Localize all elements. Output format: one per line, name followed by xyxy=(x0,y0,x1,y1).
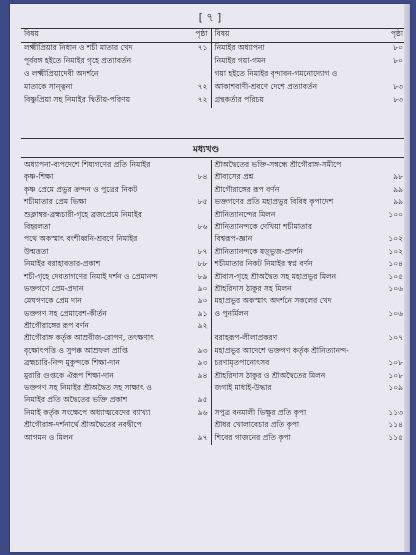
toc-page-right: ১০৭ xyxy=(388,333,403,343)
header-subject-left: বিষয় xyxy=(21,29,183,43)
toc-page-left: ৯৩ xyxy=(183,346,211,358)
toc-page-left: ৯২ xyxy=(183,321,211,333)
toc-entry-left: নিমাইর বরাহাবতার-প্রকাশ xyxy=(24,259,101,269)
toc-entry-right: নিমাইর অধ্যাপনা xyxy=(214,43,265,52)
toc-row xyxy=(21,420,406,432)
toc-page-right: ১০৬ xyxy=(388,283,403,293)
toc-page-right: ১০৫ xyxy=(388,271,403,281)
toc-entry-right: শ্রীধর খোলাবেচার প্রতি কৃপা xyxy=(214,420,300,430)
toc-entry-left: অধ্যাপনা-ব্যপদেশে শিষ্যগণের প্রতি নিমাইর xyxy=(24,160,151,169)
toc-page-left: ৮৪ xyxy=(183,172,211,184)
toc-page-right: ১১৩ xyxy=(388,407,403,417)
toc-row xyxy=(21,408,406,420)
toc-row xyxy=(21,43,406,57)
toc-page-right: ১০২ xyxy=(388,246,403,256)
toc-entry-left: শ্রীগৌরাঙ্গ-দর্শনার্থে শ্রীঅদ্বৈতের নবদ্বীপে xyxy=(24,420,142,430)
toc-row xyxy=(21,69,406,82)
toc-page-left xyxy=(183,56,211,69)
toc-entry-right: সপুত্র বনমালী ভিক্ষুর প্রতি কৃপা xyxy=(214,407,307,417)
toc-page-right: ১০৬ xyxy=(388,308,403,318)
toc-page-left xyxy=(183,420,211,432)
toc-page-left: ৮৬ xyxy=(183,222,211,234)
toc-page-left: ৭১ xyxy=(183,43,211,57)
toc-entry-left: শুক্লাম্বর-ব্রহ্মচারী-গৃহে ব্রজপ্রেমে নিমাইর xyxy=(24,209,142,219)
toc-page-left xyxy=(183,185,211,197)
toc-entry-left: ভক্তগণ সহ প্রেমাবেশ-কীর্তন xyxy=(24,308,107,318)
toc-entry-right: মহাপ্রভুর আদেশে ভক্তগণ কর্তৃক শ্রীনিত্যানন্দ- xyxy=(214,345,349,355)
toc-entry-left: লক্ষ্মীপ্রিয়ার নিধান ও শচী মাতার খেদ xyxy=(24,43,133,52)
toc-entry-left: মুরারি গুপ্তকে ঐরূপ শিক্ষা-দান xyxy=(24,370,114,380)
toc-entry-right: বিশ্বরূপ-জ্ঞান xyxy=(214,234,253,244)
toc-page-left: ৯৩ xyxy=(183,358,211,370)
toc-entry-right: নিমাইর গয়া-গমন xyxy=(214,56,266,65)
toc-entry-left: পথে অকস্মাৎ বংশীধ্বনি-শ্রবণে নিমাইর xyxy=(24,234,138,244)
toc-page-left: ৮৫ xyxy=(183,197,211,209)
toc-row xyxy=(21,247,406,259)
toc-entry-right: শচীমাতার নিকট নিমাইর স্বপ্ন বর্ণন xyxy=(214,259,313,269)
toc-page-right: ৯৯ xyxy=(393,184,403,194)
toc-page-left xyxy=(183,160,211,172)
toc-entry-right: শ্রীঅদ্বৈতের ভক্তি-সম্বন্ধে শ্রীগৌরাঙ্গ-সমীপে xyxy=(214,160,342,169)
main-toc-table xyxy=(21,160,406,445)
toc-entry-right: শ্রীনিত্যানন্দকে ষড়্ভুজ-প্রদর্শন xyxy=(214,246,303,256)
toc-row xyxy=(21,358,406,370)
toc-entry-right: আকাশবাণী-শ্রবণে দেশে প্রত্যাবর্তন xyxy=(214,82,318,91)
toc-row xyxy=(21,259,406,271)
toc-entry-right: গ্রন্থকর্তার পরিচয় xyxy=(214,95,264,104)
toc-page-right xyxy=(376,395,406,407)
toc-page-right: ১০২ xyxy=(388,234,403,244)
toc-entry-right xyxy=(211,321,376,333)
toc-page-right: ১০৮ xyxy=(388,370,403,380)
toc-entry-left: কৃষ্ণ প্রেমে প্রভুর ক্রন্দন ও পুত্রের নিকট xyxy=(24,184,138,194)
toc-row xyxy=(21,197,406,209)
toc-entry-right: গয়া হইতে নিমাইর বৃন্দাবন-গমনোদ্যোগ ও xyxy=(214,69,338,78)
header-page-left: পৃষ্ঠা xyxy=(183,29,211,43)
toc-page-left xyxy=(183,234,211,246)
toc-row xyxy=(21,234,406,246)
toc-row xyxy=(21,284,406,296)
toc-page-left: ৮৭ xyxy=(183,247,211,259)
toc-page-left: ৭২ xyxy=(183,95,211,108)
toc-row xyxy=(21,296,406,308)
toc-entry-left: বৃক্ষোৎপত্তি ও সুপক্ক আম্রফল প্রাপ্তি xyxy=(24,345,128,355)
toc-entry-left: ভক্তগণে প্রেম-প্রদান xyxy=(24,283,84,293)
toc-page-left xyxy=(183,210,211,222)
toc-entry-left: ও লক্ষ্মীপ্রিয়াদেবী অদর্শনে xyxy=(24,69,99,78)
toc-entry-left: ভক্তগণ সহ নিমাইর শ্রীঅদ্বৈত সহ সাক্ষাৎ ও xyxy=(24,383,152,393)
toc-entry-right: শ্রীগৌরাঙ্গের রূপ বর্ণন xyxy=(214,184,280,194)
toc-row xyxy=(21,333,406,345)
book-page xyxy=(10,4,410,552)
toc-row xyxy=(21,433,406,445)
toc-entry-left: বিহ্বলতা xyxy=(24,221,51,231)
toc-entry-right: শিবের গাজনের প্রতি কৃপা xyxy=(214,432,291,442)
page-edge xyxy=(404,4,410,552)
toc-page-right: ১০৪ xyxy=(388,259,403,269)
toc-page-right xyxy=(376,346,406,358)
toc-page-right xyxy=(376,296,406,308)
toc-entry-left: বিষ্ণুপ্রিয়া সহ নিমাইর দ্বিতীয়-পরিণয় xyxy=(24,95,131,104)
top-toc-table xyxy=(21,28,406,108)
toc-entry-right: জগাই মাধাই-উদ্ধার xyxy=(214,383,272,393)
toc-row xyxy=(21,346,406,358)
toc-entry-left: কৃষ্ণ-শিক্ষা xyxy=(24,172,54,182)
toc-row xyxy=(21,56,406,69)
toc-row xyxy=(21,321,406,333)
toc-page-right: ৯৯ xyxy=(393,197,403,207)
toc-page-left: ৯৫ xyxy=(183,395,211,407)
toc-entry-right: শ্রীহরিদাস ঠাকুর ও শ্রীঅদ্বৈতের মিলন xyxy=(214,370,326,380)
toc-entry-left: শচীমাতার প্রেম ভিক্ষা xyxy=(24,197,87,207)
toc-row xyxy=(21,95,406,108)
toc-entry-right: বরাহরূপ-লীলাপ্রকরণ xyxy=(214,333,278,343)
toc-page-right: ৮০ xyxy=(393,43,403,52)
toc-page-left: ৯৭ xyxy=(183,433,211,445)
toc-entry-right: মহাপ্রভুর অকস্মাৎ অদর্শনে সকলের খেদ xyxy=(214,296,332,306)
toc-page-right xyxy=(376,321,406,333)
toc-entry-right: ভক্তগণের প্রতি মহাপ্রভুর বিবিধ কৃপাদেশ xyxy=(214,197,334,207)
toc-entry-left: পূর্ববঙ্গ হইতে নিমাইর গৃহে প্রত্যাবর্তন xyxy=(24,56,132,65)
toc-entry-left: নিমাই কর্তৃক সংক্ষেপে অধ্যাত্মবেদের ব্যাখ্যা xyxy=(24,407,151,417)
toc-row xyxy=(21,395,406,407)
toc-entry-left: শ্রীগৌরাঙ্গের রূপ বর্ণন xyxy=(24,321,89,331)
toc-page-right: ১০৮ xyxy=(388,358,403,368)
toc-entry-left: শ্রীগৌরাঙ্গ কর্তৃক আম্রবীজ-রোপণ, তৎক্ষণাৎ xyxy=(24,333,155,343)
toc-row xyxy=(21,383,406,395)
toc-header-row xyxy=(21,29,406,43)
toc-entry-left: শচী-গৃহে দেবতাগণের নিমাই দর্শন ও প্রেমানন্দ xyxy=(24,271,158,281)
toc-page-left xyxy=(183,333,211,345)
toc-entry-left: মাতাকে সান্ত্বনা xyxy=(24,82,73,91)
toc-row xyxy=(21,210,406,222)
toc-page-right: ১১৪ xyxy=(388,420,403,430)
section-heading-bar xyxy=(21,138,406,158)
toc-page-left: ৯৬ xyxy=(183,408,211,420)
toc-entry-left: মেঘগণকে প্রেম দান xyxy=(24,296,82,306)
toc-row xyxy=(21,222,406,234)
toc-page-left xyxy=(183,383,211,395)
toc-page-right xyxy=(376,69,406,82)
toc-entry-left: আগমন ও মিলন xyxy=(24,432,73,442)
toc-entry-right xyxy=(211,395,376,407)
toc-page-right: ৮৩ xyxy=(393,95,403,104)
toc-entry-right: চরণামৃতপানোৎসব xyxy=(214,358,270,368)
toc-row xyxy=(21,82,406,95)
toc-entry-right: শ্রীবাসের প্রশ্ন xyxy=(214,172,254,182)
header-subject-right: বিষয় xyxy=(211,29,376,43)
section-heading: মধ্যখণ্ড xyxy=(193,145,220,155)
toc-page-right xyxy=(376,222,406,234)
toc-entry-right: শ্রীহরিদাস ঠাকুর সহ মিলন xyxy=(214,283,292,293)
toc-page-right xyxy=(376,160,406,172)
toc-row xyxy=(21,309,406,321)
toc-page-right: ১০০ xyxy=(388,209,403,219)
toc-page-right: ৮৩ xyxy=(393,82,403,91)
toc-page-left: ৯০ xyxy=(183,296,211,308)
toc-page-left: ৮৯ xyxy=(183,272,211,284)
header-page-right: পৃষ্ঠা xyxy=(376,29,406,43)
toc-entry-right: শ্রীনিত্যানন্দের মিলন xyxy=(214,209,276,219)
toc-row xyxy=(21,172,406,184)
toc-entry-left: নিমাইর প্রতি অদ্বৈতের ভক্তি প্রকাশ xyxy=(24,395,128,405)
toc-page-right: ৯৮ xyxy=(393,172,403,182)
toc-page-left: ৭২ xyxy=(183,82,211,95)
toc-page-left xyxy=(183,69,211,82)
toc-entry-right: শ্রীনিত্যানন্দকে দেখিয়া শচীমাতার xyxy=(214,221,312,231)
page-number: [ ৭ ] xyxy=(198,11,222,24)
toc-row xyxy=(21,371,406,383)
toc-page-right: ১০৯ xyxy=(388,383,403,393)
toc-page-left: ৮৮ xyxy=(183,259,211,271)
toc-page-right: ৮০ xyxy=(393,56,403,65)
toc-entry-right: ও পুনর্মিলন xyxy=(214,308,249,318)
toc-page-left: ৯৪ xyxy=(183,371,211,383)
toc-row xyxy=(21,160,406,172)
toc-entry-left: ব্রহ্মচারি-নিন্দ মুকুন্দকে শিক্ষা-দান xyxy=(24,358,120,368)
toc-page-left: ৯১ xyxy=(183,309,211,321)
toc-row xyxy=(21,185,406,197)
toc-entry-left: উন্মত্ততা xyxy=(24,246,49,256)
toc-page-left: ৯০ xyxy=(183,284,211,296)
toc-row xyxy=(21,272,406,284)
toc-entry-right: শ্রীবাস-গৃহে শ্রীঅদ্বৈত সহ মহাপ্রভুর মিলন xyxy=(214,271,337,281)
toc-page-right: ১১৫ xyxy=(388,432,403,442)
